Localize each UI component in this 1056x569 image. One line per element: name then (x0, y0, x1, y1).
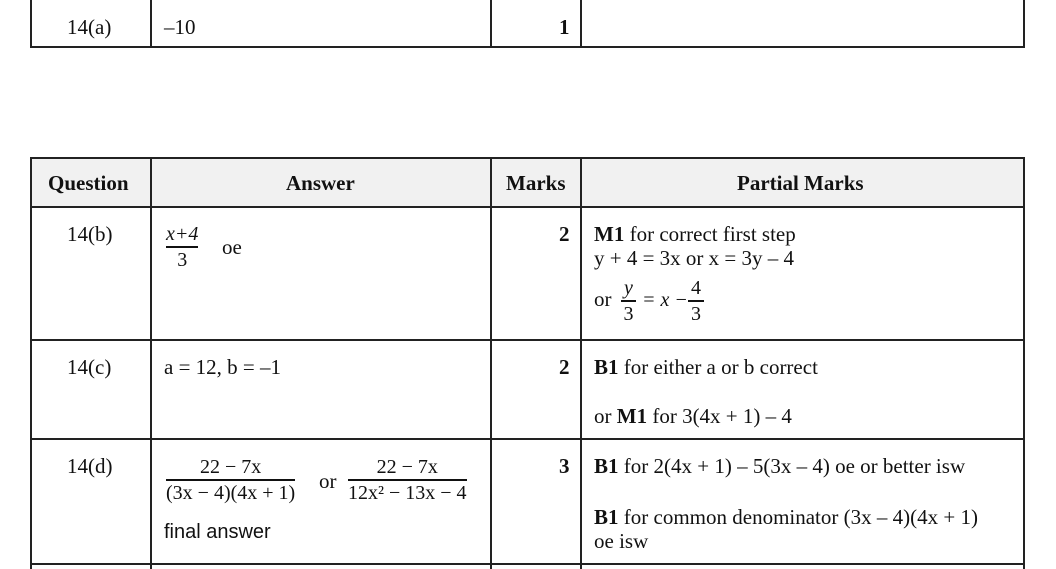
partial-text: for correct first step (624, 222, 796, 246)
marks-14a: 1 (559, 15, 570, 39)
fraction-numerator: 4 (691, 277, 701, 299)
table-border-left (30, 157, 32, 569)
partial-line-2 (594, 404, 792, 428)
partial-line-1 (594, 454, 965, 478)
fraction-numerator: x+4 (166, 223, 199, 245)
partial-line-1 (594, 222, 796, 246)
fraction-denominator: 3 (177, 248, 188, 271)
row-divider (30, 438, 1025, 440)
fraction-denominator: 3 (623, 302, 634, 325)
header-marks: Marks (506, 171, 566, 195)
answer-fraction-factored (166, 455, 295, 505)
table-divider (150, 0, 152, 48)
mark-code: B1 (594, 454, 619, 478)
partial-text: for 3(4x + 1) – 4 (647, 404, 792, 428)
mark-code: M1 (594, 222, 625, 246)
row-divider (30, 563, 1025, 565)
fraction-denominator: 3 (691, 302, 701, 325)
partial-line-1 (594, 355, 818, 379)
table-border-top (30, 157, 1025, 159)
partial-text: for common denominator (3x – 4)(4x + 1) (618, 505, 978, 529)
answer-suffix: oe (222, 235, 242, 259)
mark-code: B1 (594, 355, 619, 379)
partial-or: or (594, 404, 617, 428)
partial-text: for 2(4x + 1) – 5(3x – 4) oe or better isw (618, 454, 966, 478)
table-border-bottom (30, 46, 1025, 48)
fraction-denominator: 12x² − 13x − 4 (348, 481, 467, 504)
table-border-left (30, 0, 32, 48)
partial-or: or (594, 287, 612, 311)
mark-code: M1 (616, 404, 648, 428)
partial-equation-mid: = x − (642, 289, 688, 311)
partial-fraction-4-over-3 (688, 276, 704, 326)
header-question: Question (48, 171, 129, 195)
question-label: 14(c) (67, 355, 112, 379)
answer-or: or (319, 469, 337, 493)
partial-line-2 (594, 505, 978, 529)
partial-text: for either a or b correct (618, 355, 818, 379)
table-divider (580, 0, 582, 48)
column-divider (150, 157, 152, 569)
fraction-numerator: 22 − 7x (376, 456, 438, 478)
fraction-numerator: y (624, 277, 633, 299)
question-label: 14(d) (67, 454, 113, 478)
question-label: 14(b) (67, 222, 113, 246)
table-border-right (1023, 157, 1025, 569)
marks-value: 2 (559, 355, 570, 379)
header-partial-marks: Partial Marks (737, 171, 864, 195)
partial-fraction-y-over-3 (621, 276, 636, 326)
column-divider (490, 157, 492, 569)
header-answer: Answer (286, 171, 355, 195)
row-divider (30, 339, 1025, 341)
answer-value: a = 12, b = –1 (164, 355, 282, 379)
partial-line-2: y + 4 = 3x or x = 3y – 4 (594, 246, 795, 270)
column-divider (580, 157, 582, 569)
question-14a: 14(a) (67, 15, 112, 39)
answer-fraction-expanded (348, 455, 467, 505)
partial-line-3: oe isw (594, 529, 649, 553)
marks-value: 3 (559, 454, 570, 478)
answer-fraction (166, 222, 198, 272)
fraction-denominator: (3x − 4)(4x + 1) (166, 481, 296, 504)
table-border-right (1023, 0, 1025, 48)
final-answer-label: final answer (164, 521, 271, 543)
table-divider (490, 0, 492, 48)
marks-value: 2 (559, 222, 570, 246)
fraction-numerator: 22 − 7x (199, 456, 262, 478)
answer-14a: –10 (164, 15, 196, 39)
header-divider (30, 206, 1025, 208)
mark-code: B1 (594, 505, 619, 529)
